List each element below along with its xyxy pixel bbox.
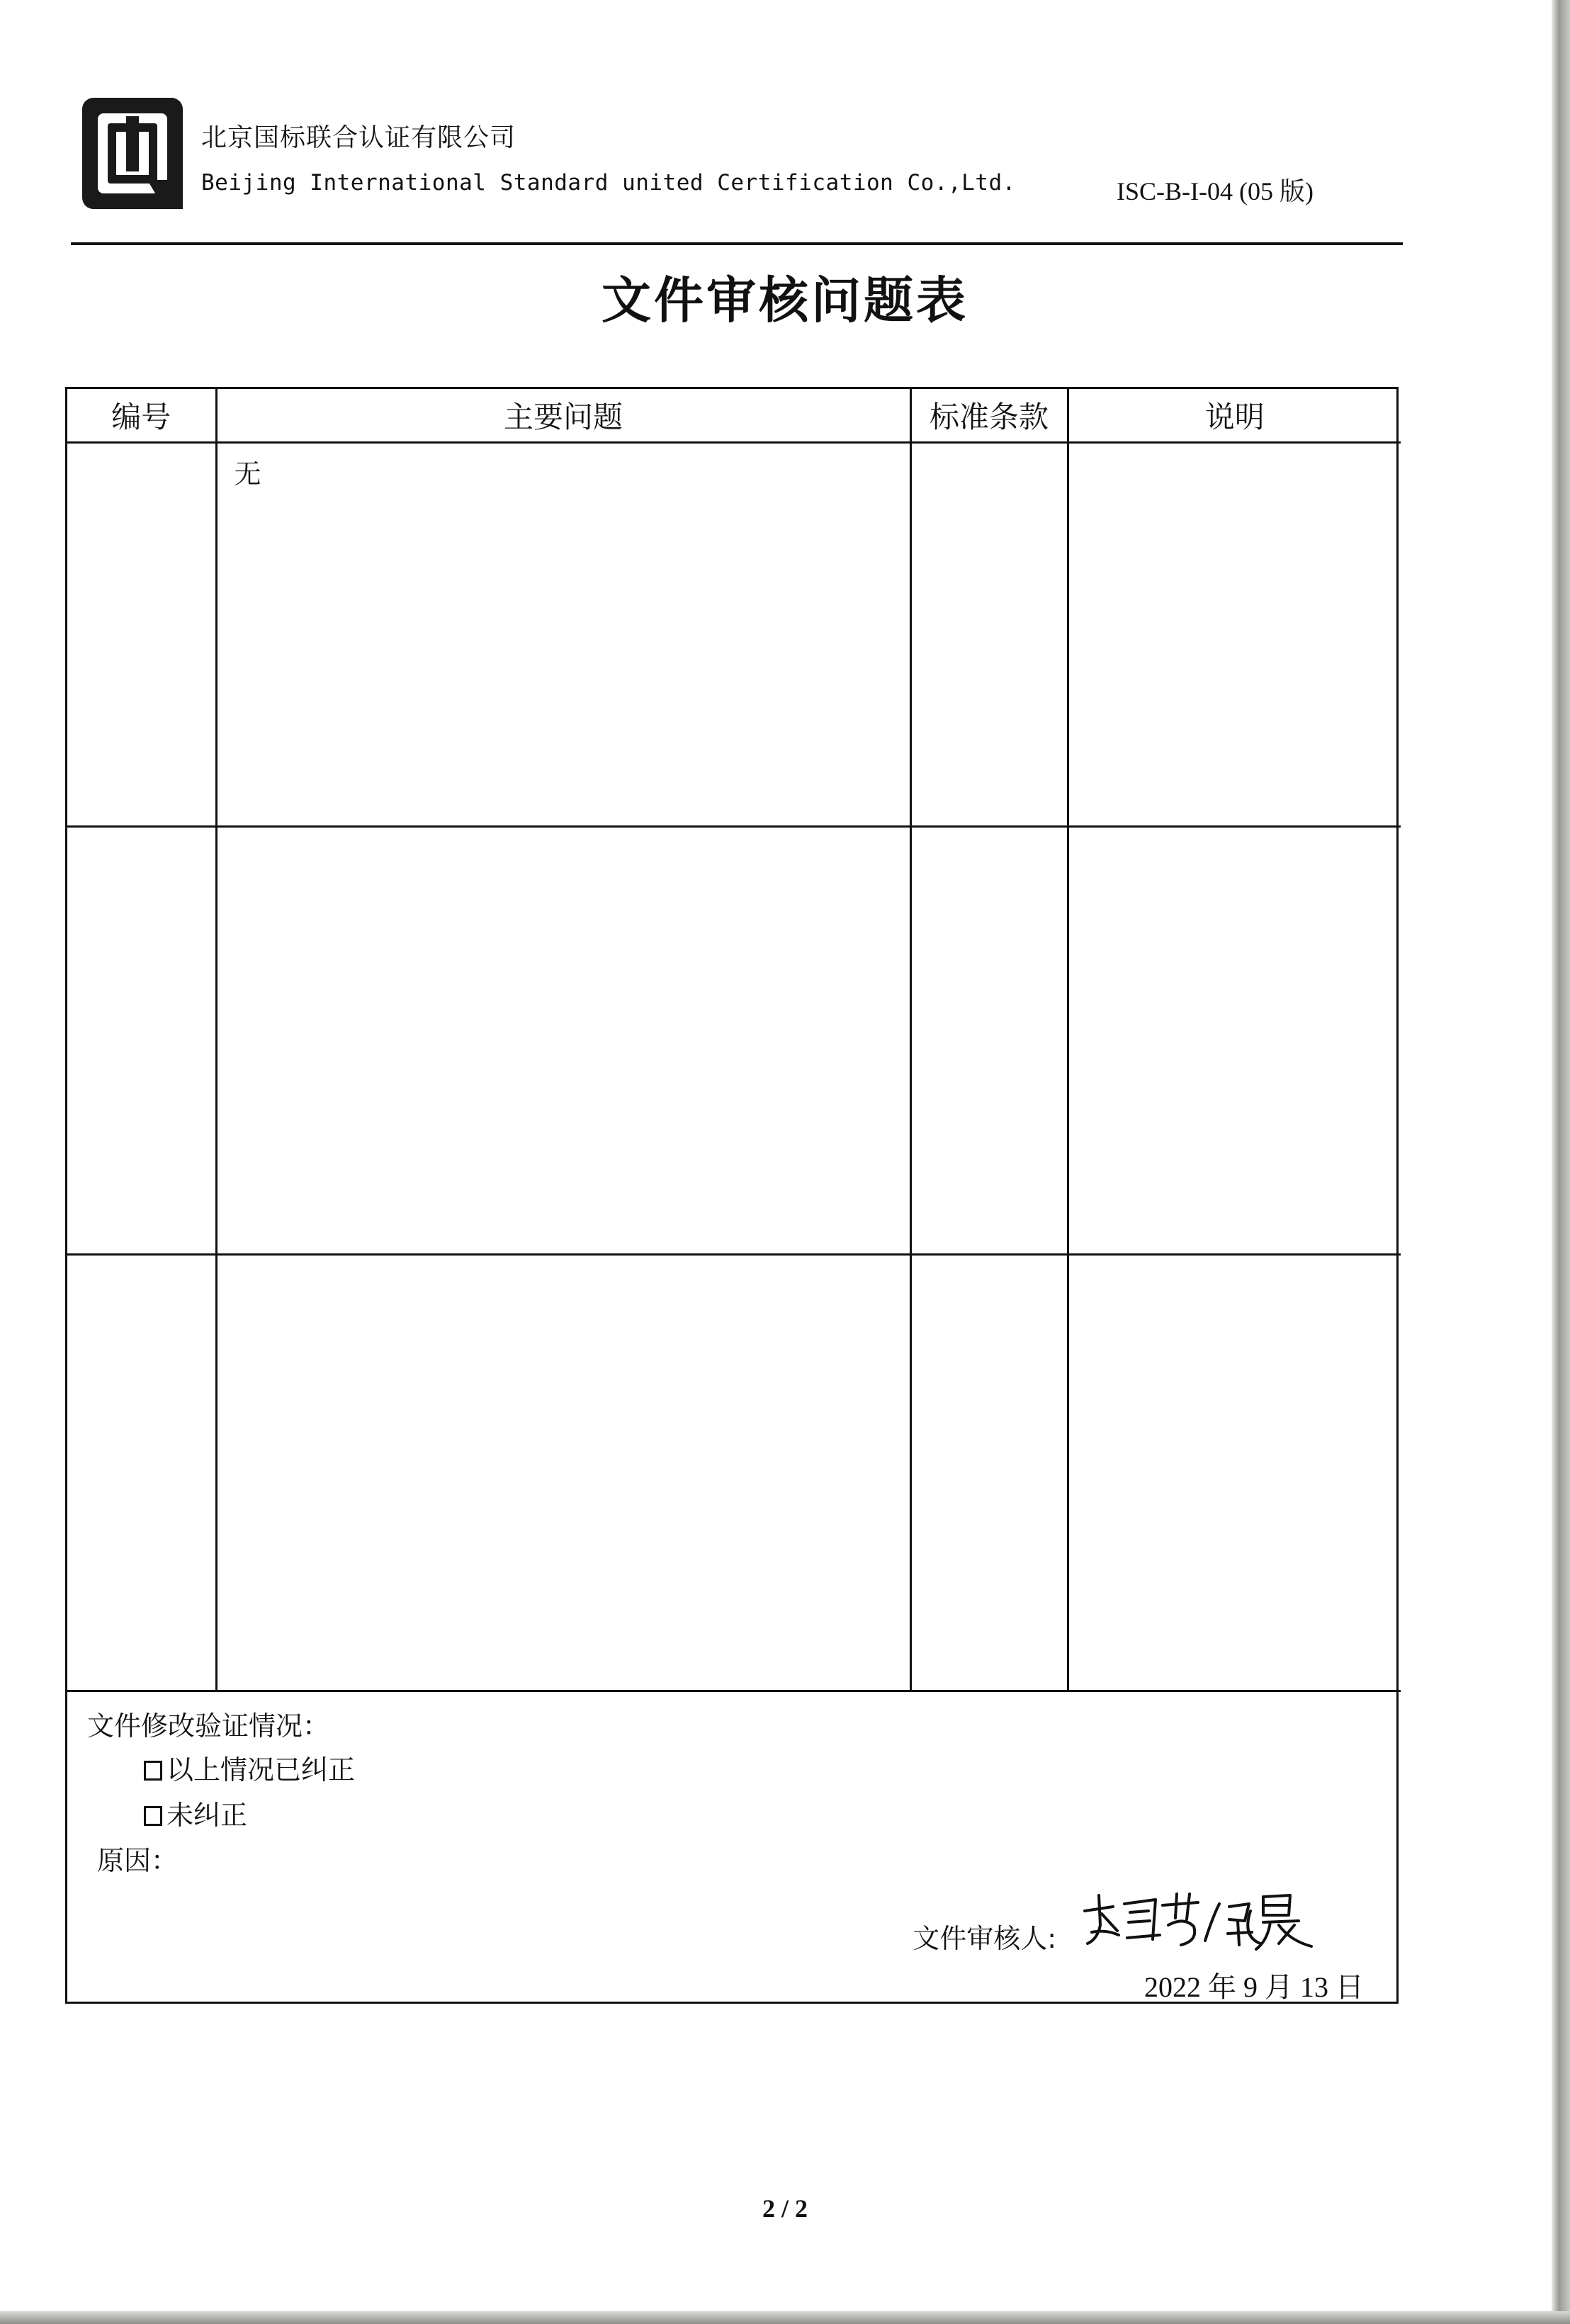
verification-section xyxy=(67,1690,1396,2002)
cell-clause xyxy=(910,1255,1068,1691)
option-not-corrected-label: 未纠正 xyxy=(166,1800,248,1831)
review-date: 2022 年 9 月 13 日 xyxy=(1144,1971,1364,2003)
checkbox-corrected xyxy=(144,1761,162,1781)
option-corrected-label: 以上情况已纠正 xyxy=(166,1754,356,1786)
reason-label: 原因： xyxy=(97,1845,179,1876)
signature-image xyxy=(1078,1875,1318,1953)
option-not-corrected xyxy=(144,1793,247,1832)
option-corrected xyxy=(144,1748,355,1787)
checkbox-not-corrected xyxy=(144,1806,162,1826)
table-row xyxy=(67,827,1401,1255)
column-header-clause: 标准条款 xyxy=(910,389,1068,443)
cell-note xyxy=(1068,443,1401,827)
cell-number xyxy=(67,827,216,1255)
header-divider xyxy=(71,242,1403,245)
review-form xyxy=(65,387,1399,2004)
reviewer-label: 文件审核人: xyxy=(913,1923,1056,1954)
company-logo-icon xyxy=(79,95,186,212)
scan-edge-bottom xyxy=(0,2311,1570,2324)
table-row xyxy=(67,443,1401,827)
cell-number xyxy=(67,443,216,827)
cell-clause xyxy=(910,443,1068,827)
cell-issue xyxy=(216,827,910,1255)
company-name-en: Beijing International Standard united Certification Co.,Ltd. xyxy=(201,170,1016,196)
column-header-issue: 主要问题 xyxy=(216,389,910,443)
issues-table xyxy=(67,389,1401,1692)
column-header-number: 编号 xyxy=(67,389,216,443)
cell-clause xyxy=(910,827,1068,1255)
verification-title: 文件修改验证情况： xyxy=(87,1710,330,1742)
cell-issue xyxy=(216,1255,910,1691)
table-header-row xyxy=(67,389,1401,443)
table-row xyxy=(67,1255,1401,1691)
page-number: 2 / 2 xyxy=(762,2194,808,2223)
document-code: ISC-B-I-04 (05 版) xyxy=(1117,177,1314,205)
company-name-cn: 北京国标联合认证有限公司 xyxy=(201,123,516,152)
column-header-note: 说明 xyxy=(1068,389,1401,443)
scan-edge-right xyxy=(1552,0,1570,2324)
letterhead xyxy=(79,95,1404,244)
cell-number xyxy=(67,1255,216,1691)
cell-note xyxy=(1068,1255,1401,1691)
cell-issue: 无 xyxy=(216,443,910,827)
cell-note xyxy=(1068,827,1401,1255)
page-title: 文件审核问题表 xyxy=(602,271,968,329)
